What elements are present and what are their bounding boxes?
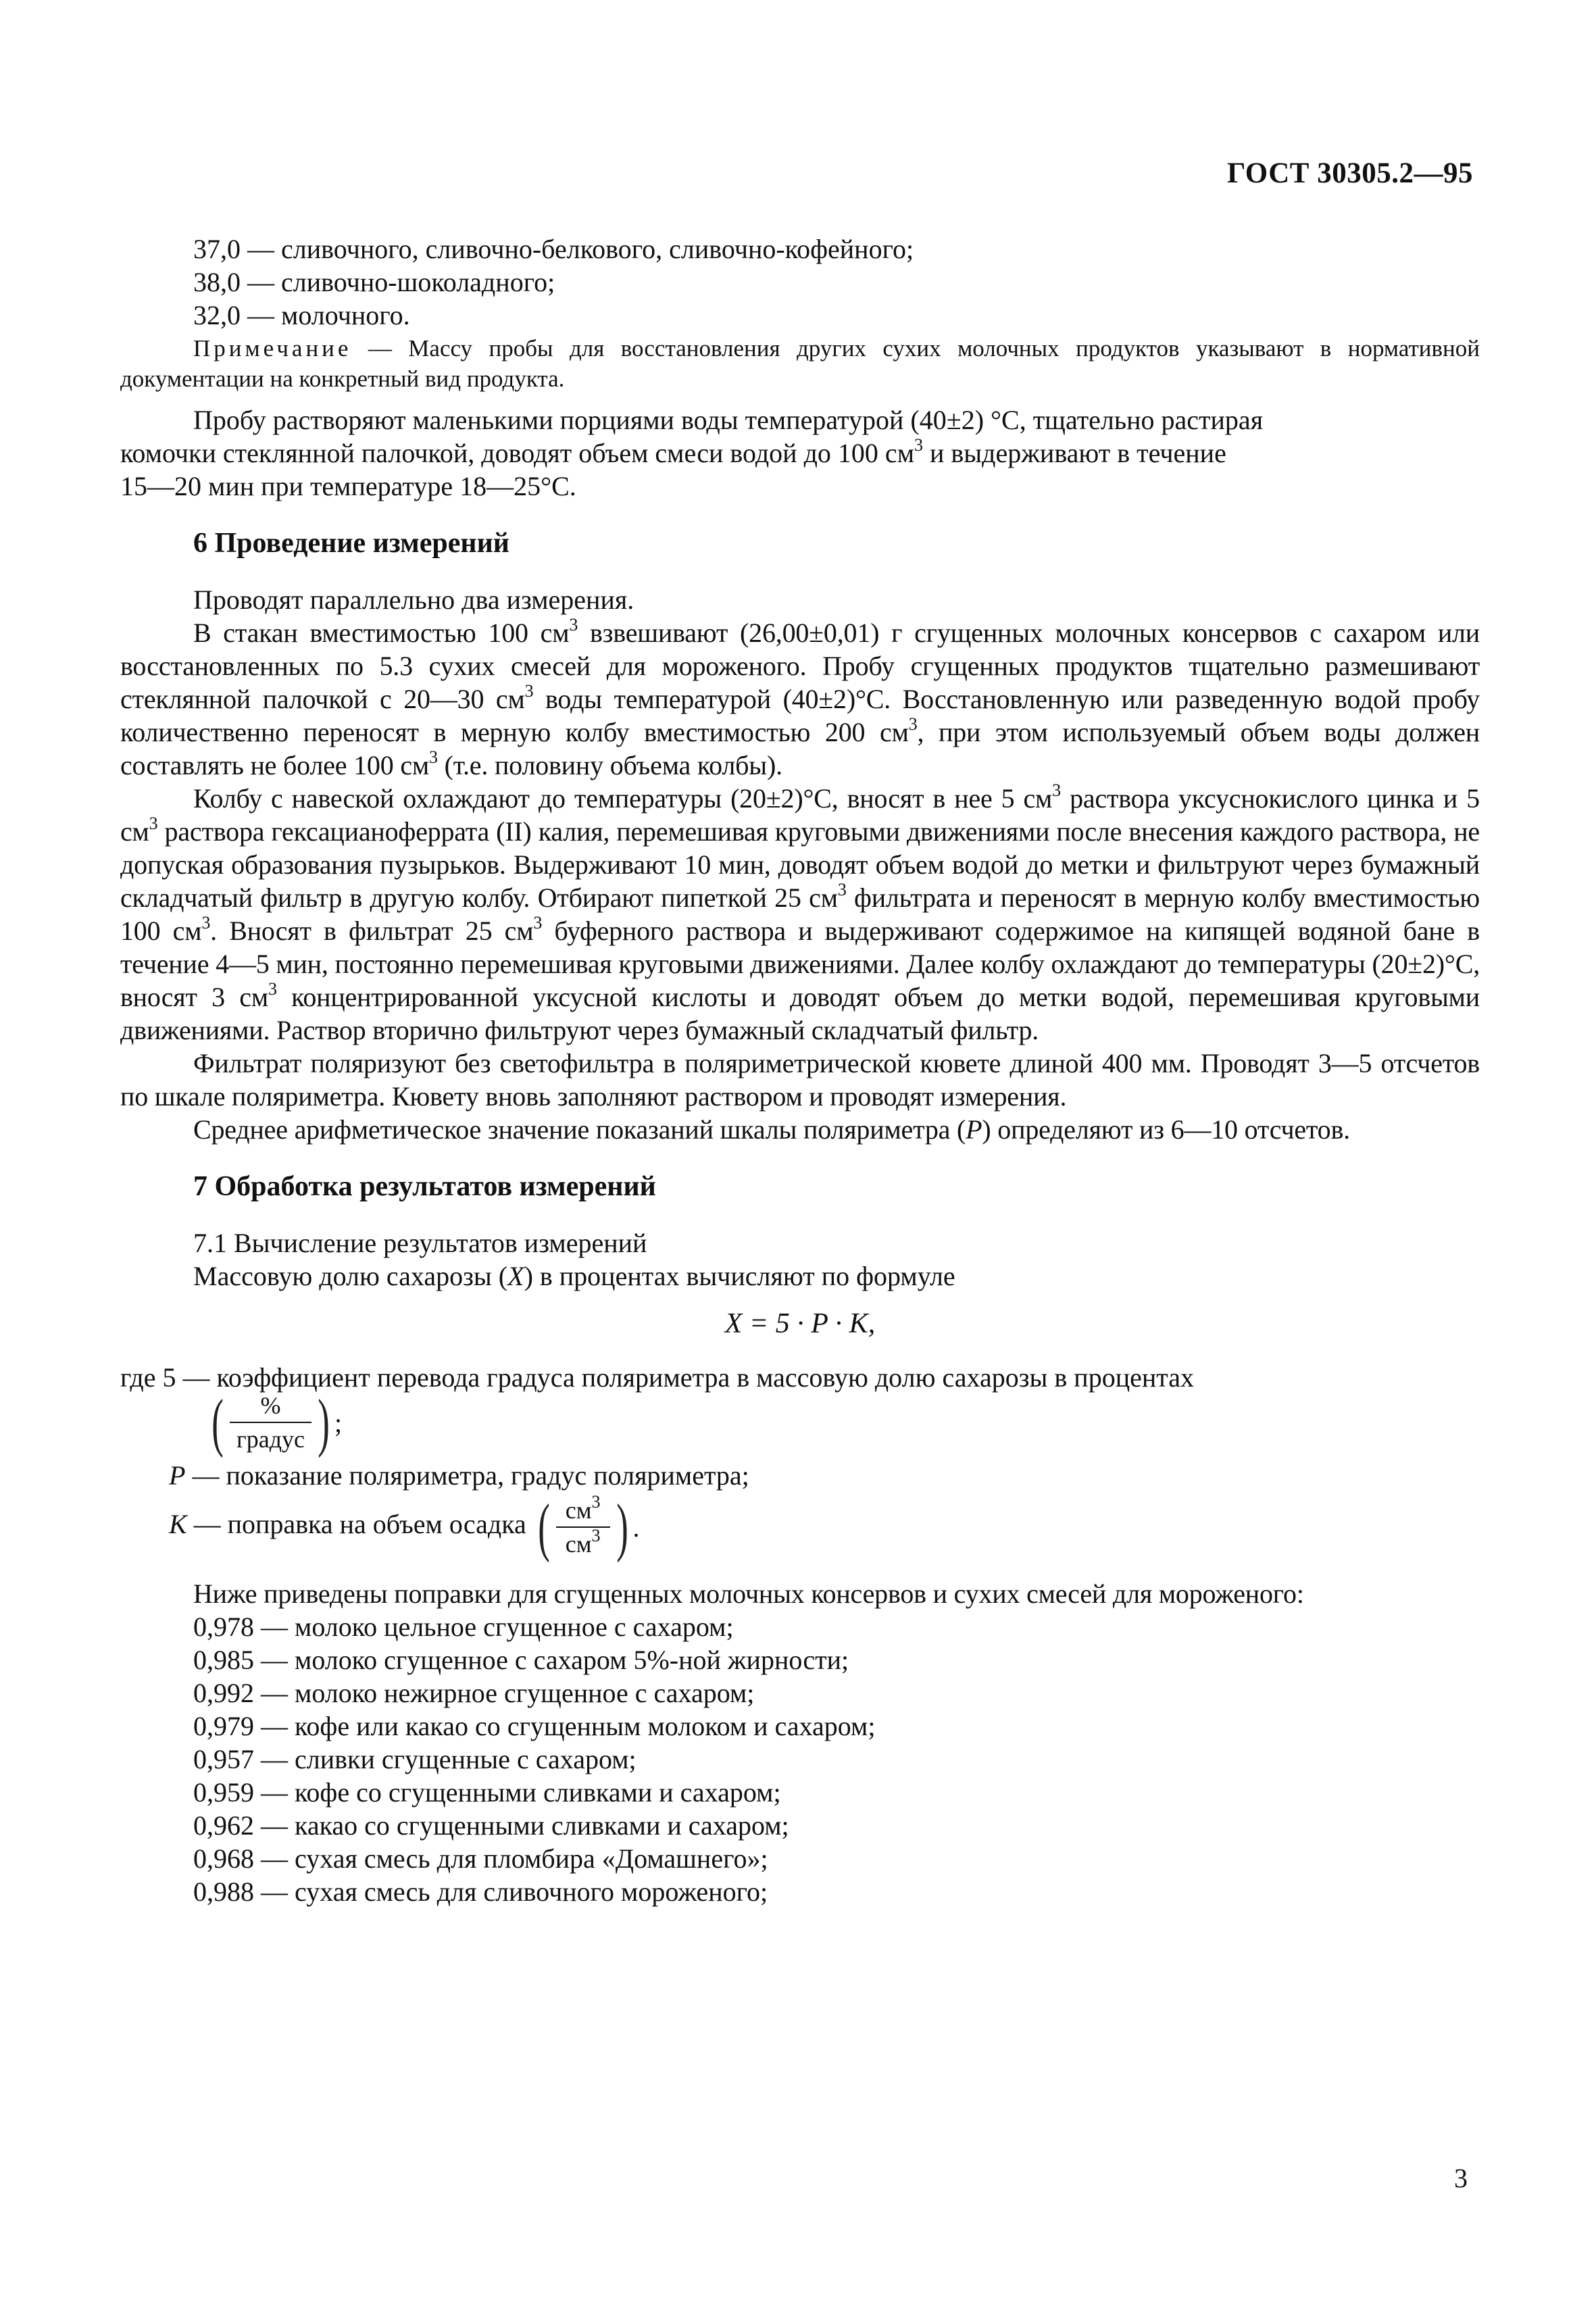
text-fragment: Среднее арифметическое значение показаний шкалы поляриметра (	[193, 1114, 966, 1145]
fraction	[556, 1492, 610, 1558]
left-paren: (	[537, 1491, 550, 1563]
superscript: 3	[524, 680, 534, 701]
sucrose-formula: X = 5 · P · K,	[724, 1308, 876, 1339]
correction-list-item: 0,992 — молоко нежирное сгущенное с сахаром;	[193, 1678, 755, 1708]
note-label: Примечание	[193, 335, 352, 362]
superscript: 3	[591, 1492, 601, 1512]
right-paren: )	[616, 1491, 628, 1563]
fraction-denominator: градус	[236, 1426, 305, 1453]
fraction-denominator	[559, 1526, 607, 1558]
text-fragment: раствора гексацианоферрата (II) калия, перемешивая круговыми движениями после внесения каждого раствора, не допуская образования пузырьков. Выдерживают 10 мин, доводят объем водой до метки и фильтруют через бумажный складчатый фильтр в другую колбу. Отбирают пипеткой 25 см	[120, 816, 1480, 913]
superscript: 3	[149, 813, 158, 833]
superscript: 3	[201, 912, 211, 932]
dissolve-paragraph-line: 15—20 мин при температуре 18—25°С.	[120, 471, 576, 501]
variable: Р	[169, 1460, 186, 1491]
correction-list-item: 0,988 — сухая смесь для сливочного мороженого;	[193, 1876, 768, 1907]
text-fragment: взвешивают (26,00±0,01) г сгущенных молочных консервов с сахаром или восстановленных по 5.3 сухих смесей для мороженого. Пробу сгущенных продуктов тщательно размешивают стеклянной палочкой с 20—30 см	[120, 618, 1480, 714]
text-fragment: и выдерживают в течение	[923, 438, 1226, 468]
formula-intro	[120, 1260, 1480, 1293]
text-fragment: , при этом используемый объем воды должен составлять не более 100 см	[120, 717, 1480, 780]
section-6-paragraph	[120, 616, 1480, 782]
fraction-bar	[230, 1422, 311, 1423]
variable: Х	[507, 1261, 524, 1291]
text-fragment: фильтрата и переносят в мерную колбу вместимостью 100 см	[120, 882, 1480, 946]
superscript: 3	[591, 1526, 601, 1545]
text-fragment: В стакан вместимостью 100 см	[193, 618, 570, 648]
variable: Р	[966, 1114, 982, 1145]
page-number: 3	[1454, 2163, 1468, 2193]
variable: К	[169, 1509, 187, 1540]
section-6-heading: 6 Проведение измерений	[193, 528, 510, 559]
section-7-heading: 7 Обработка результатов измерений	[193, 1171, 656, 1202]
superscript: 3	[908, 714, 918, 734]
spacer	[120, 1560, 1480, 1565]
definition-label: где 5 —	[120, 1362, 210, 1393]
correction-list-item: 0,957 — сливки сгущенные с сахаром;	[193, 1744, 637, 1774]
definition-reading	[120, 1459, 1480, 1492]
correction-list-item: 0,978 — молоко цельное сгущенное с сахаром;	[193, 1612, 734, 1642]
text-fragment: ) в процентах вычисляют по формуле	[524, 1261, 955, 1291]
note-paragraph	[120, 333, 1480, 394]
formula-definitions	[120, 1361, 1480, 1563]
right-paren: )	[318, 1386, 330, 1458]
page-content	[120, 232, 1480, 1908]
correction-list-item: 0,959 — кофе со сгущенными сливками и сахаром;	[193, 1777, 781, 1808]
unit-text: см	[565, 1497, 592, 1524]
section-6-paragraph: Фильтрат поляризуют без светофильтра в поляриметрической кювете длиной 400 мм. Проводят 3—5 отсчетов по шкале поляриметра. Кювету вновь заполняют раствором и проводят измерения.	[120, 1048, 1480, 1112]
correction-list-item: 0,979 — кофе или какао со сгущенным молоком и сахаром;	[193, 1711, 876, 1741]
text-fragment: Массовую долю сахарозы (	[193, 1261, 508, 1291]
fraction-bar	[556, 1526, 610, 1528]
superscript: 3	[1052, 780, 1061, 800]
superscript: 3	[533, 912, 543, 932]
text-fragment: воды температурой (40±2)°С. Восстановленную или разведенную водой пробу количественно переносят в мерную колбу вместимостью 200 см	[120, 684, 1480, 747]
text-fragment: Колбу с навеской охлаждают до температуры (20±2)°С, вносят в нее 5 см	[193, 783, 1053, 814]
percent-per-degree-fraction	[207, 1386, 343, 1458]
text-fragment: комочки стеклянной палочкой, доводят объем смеси водой до 100 см	[120, 438, 914, 468]
text-fragment: (т.е. половину объема колбы).	[437, 750, 782, 780]
section-6-paragraph: Проводят параллельно два измерения.	[193, 584, 634, 615]
volume-ratio-fraction	[533, 1491, 640, 1563]
punctuation: .	[632, 1512, 640, 1543]
unit-text: см	[565, 1530, 592, 1558]
text-fragment: концентрированной уксусной кислоты и доводят объем до метки водой, перемешивая круговыми движениями. Раствор вторично фильтруют через бумажный складчатый фильтр.	[120, 982, 1480, 1045]
definition-correction	[120, 1491, 1480, 1563]
definition-text: коэффициент перевода градуса поляриметра в массовую долю сахарозы в процентах	[209, 1362, 1194, 1393]
note-text: — Массу пробы для восстановления других сухих молочных продуктов указывают в нормативной документации на конкретный вид продукта.	[120, 335, 1480, 392]
fraction-numerator	[556, 1492, 610, 1524]
superscript: 3	[429, 747, 438, 767]
standard-code-header: ГОСТ 30305.2—95	[1227, 157, 1473, 189]
fraction	[230, 1391, 311, 1453]
correction-list-item: 0,985 — молоко сгущенное с сахаром 5%-ной жирности;	[193, 1645, 849, 1675]
fraction-numerator: %	[260, 1392, 281, 1419]
left-paren: (	[211, 1386, 224, 1458]
superscript: 3	[268, 978, 277, 999]
text-fragment: раствора уксуснокислого цинка и 5 см	[120, 783, 1480, 847]
superscript: 3	[914, 434, 923, 455]
dissolve-paragraph-line: Пробу растворяют маленькими порциями воды температурой (40±2) °С, тщательно растирая	[193, 405, 1264, 435]
correction-list-item: 0,962 — какао со сгущенными сливками и сахаром;	[193, 1810, 789, 1841]
text-fragment: буферного раствора и выдерживают содержимое на кипящей водяной бане в течение 4—5 мин, постоянно перемешивая круговыми движениями. Далее колбу охлаждают до температуры (20±2)°С, вносят 3 см	[120, 916, 1480, 1012]
corrections-intro: Ниже приведены поправки для сгущенных молочных консервов и сухих смесей для мороженого:	[193, 1578, 1304, 1609]
definition-text: — показание поляриметра, градус поляриметра;	[185, 1460, 749, 1491]
definition-unit-fraction	[120, 1386, 1480, 1458]
definition-text: — поправка на объем осадка	[186, 1509, 533, 1540]
section-6-paragraph	[120, 1113, 1480, 1146]
superscript: 3	[837, 879, 847, 899]
punctuation: ;	[334, 1407, 343, 1438]
correction-list-item: 0,968 — сухая смесь для пломбира «Домашнего»;	[193, 1843, 768, 1874]
text-fragment: . Вносят в фильтрат 25 см	[210, 916, 534, 946]
mass-list-item: 32,0 — молочного.	[193, 300, 410, 330]
superscript: 3	[569, 614, 578, 634]
mass-list-item: 38,0 — сливочно-шоколадного;	[193, 267, 555, 297]
mass-list-item: 37,0 — сливочного, сливочно-белкового, сливочно-кофейного;	[193, 234, 914, 264]
subsection-7-1-heading: 7.1 Вычисление результатов измерений	[193, 1228, 647, 1258]
text-fragment: ) определяют из 6—10 отсчетов.	[982, 1114, 1350, 1145]
dissolve-paragraph-line	[120, 434, 1480, 470]
section-6-paragraph	[120, 782, 1480, 1047]
